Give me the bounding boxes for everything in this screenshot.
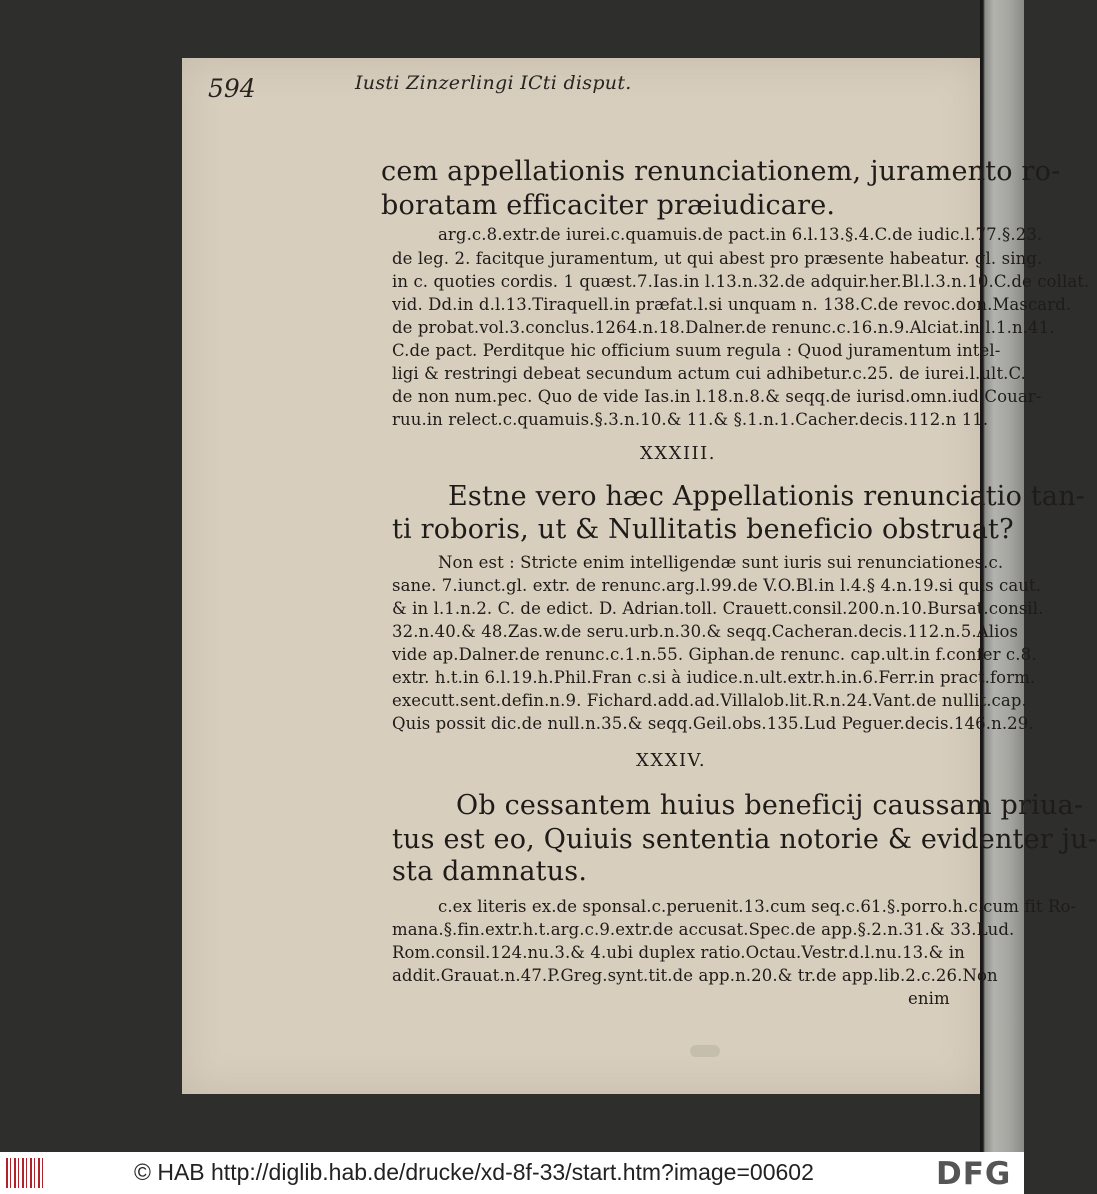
note-line: addit.Grauat.n.47.P.Greg.synt.tit.de app.n.20.& tr.de app.lib.2.c.26.Non — [392, 966, 998, 985]
note-line: 32.n.40.& 48.Zas.w.de seru.urb.n.30.& seqq.Cacheran.decis.112.n.5.Alios — [392, 622, 1019, 641]
text-line: boratam efficaciter præiudicare. — [381, 190, 836, 221]
note-line: arg.c.8.extr.de iurei.c.quamuis.de pact.in 6.l.13.§.4.C.de iudic.l.77.§.23. — [438, 225, 1043, 244]
note-line: Rom.consil.124.nu.3.& 4.ubi duplex ratio.Octau.Vestr.d.l.nu.13.& in — [392, 943, 965, 962]
note-line: ligi & restringi debeat secundum actum cui adhibetur.c.25. de iurei.l.ult.C. — [392, 364, 1026, 383]
note-line: c.ex literis ex.de sponsal.c.peruenit.13.cum seq.c.61.§.porro.h.c.cum fit Ro- — [438, 897, 1077, 916]
text-line: tus est eo, Quiuis sententia notorie & evidenter ju- — [392, 824, 1097, 855]
text-line: Ob cessantem huius beneficij caussam priua- — [456, 790, 1084, 821]
dfg-logo: DFG — [936, 1156, 1012, 1192]
note-line: de probat.vol.3.conclus.1264.n.18.Dalner.de renunc.c.16.n.9.Alciat.in l.1.n.41. — [392, 318, 1055, 337]
note-line: mana.§.fin.extr.h.t.arg.c.9.extr.de accusat.Spec.de app.§.2.n.31.& 33.Lud. — [392, 920, 1015, 939]
text-line: Estne vero hæc Appellationis renunciatio tan- — [448, 481, 1086, 512]
note-line: executt.sent.defin.n.9. Fichard.add.ad.Villalob.lit.R.n.24.Vant.de nullit.cap. — [392, 691, 1027, 710]
catchword: enim — [908, 989, 950, 1008]
section-heading: XXXIV. — [636, 750, 707, 771]
text-line: ti roboris, ut & Nullitatis beneficio obstruat? — [392, 514, 1014, 545]
ink-smudge — [690, 1045, 720, 1057]
footer-bar — [0, 1152, 1024, 1194]
section-heading: XXXIII. — [640, 443, 716, 464]
note-line: & in l.1.n.2. C. de edict. D. Adrian.toll. Crauett.consil.200.n.10.Bursat.consil. — [392, 599, 1044, 618]
note-line: de leg. 2. facitque juramentum, ut qui abest pro præsente habeatur. gl. sing. — [392, 249, 1043, 268]
note-line: de non num.pec. Quo de vide Ias.in l.18.n.8.& seqq.de iurisd.omn.iud.Couar- — [392, 387, 1042, 406]
note-line: vide ap.Dalner.de renunc.c.1.n.55. Giphan.de renunc. cap.ult.in f.confer c.8. — [392, 645, 1037, 664]
note-line: in c. quoties cordis. 1 quæst.7.Ias.in l.13.n.32.de adquir.her.Bl.l.3.n.10.C.de collat. — [392, 272, 1090, 291]
note-line: C.de pact. Perditque hic officium suum regula : Quod juramentum intel- — [392, 341, 1001, 360]
page-number: 594 — [208, 74, 256, 103]
note-line: sane. 7.iunct.gl. extr. de renunc.arg.l.99.de V.O.Bl.in l.4.§ 4.n.19.si quis caut. — [392, 576, 1042, 595]
note-line: vid. Dd.in d.l.13.Tiraquell.in præfat.l.si unquam n. 138.C.de revoc.don.Mascard. — [392, 295, 1072, 314]
running-title: Iusti Zinzerlingi ICti disput. — [355, 72, 632, 94]
footer-url[interactable]: © HAB http://diglib.hab.de/drucke/xd-8f-33/start.htm?image=00602 — [134, 1159, 814, 1185]
text-line: cem appellationis renunciationem, juramento ro- — [381, 156, 1061, 187]
note-line: ruu.in relect.c.quamuis.§.3.n.10.& 11.& §.1.n.1.Cacher.decis.112.n 11. — [392, 410, 989, 429]
note-line: Non est : Stricte enim intelligendæ sunt iuris sui renunciationes.c. — [438, 553, 1004, 572]
note-line: Quis possit dic.de null.n.35.& seqq.Geil.obs.135.Lud Peguer.decis.146.n.29. — [392, 714, 1034, 733]
text-line: sta damnatus. — [392, 856, 588, 887]
barcode-icon — [6, 1158, 46, 1188]
note-line: extr. h.t.in 6.l.19.h.Phil.Fran c.si à iudice.n.ult.extr.h.in.6.Ferr.in pract.form. — [392, 668, 1036, 687]
